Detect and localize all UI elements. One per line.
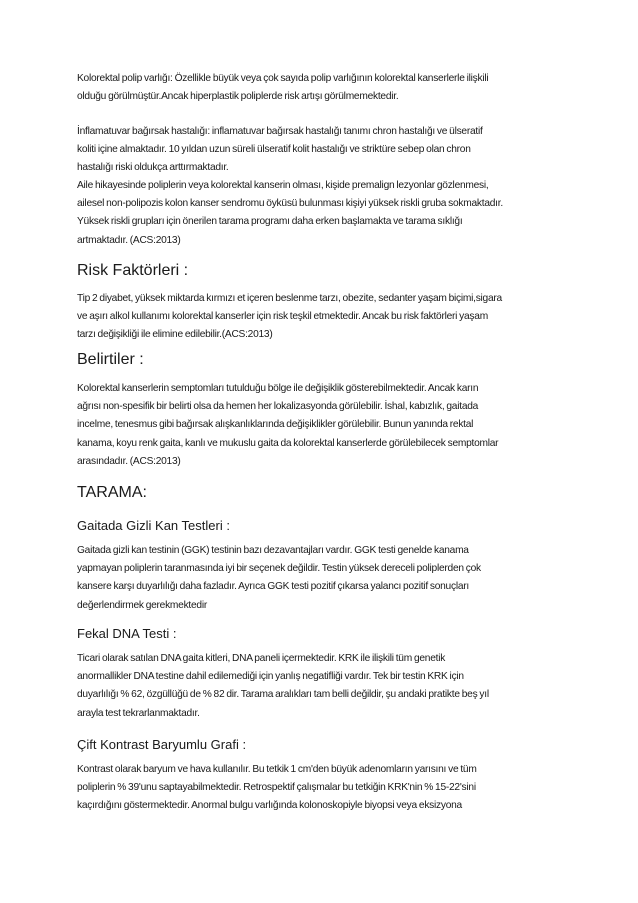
text-line: Kolorektal polip varlığı: Özellikle büyük veya çok sayıda polip varlığının kolorektal kanserlerle ilişkili xyxy=(77,73,489,84)
text-line: İnflamatuvar bağırsak hastalığı: inflamatuvar bağırsak hastalığı tanımı chron hastalığı ve ülseratif xyxy=(77,126,483,137)
text-line: arasındadır. (ACS:2013) xyxy=(77,455,181,467)
text-line: Kolorektal kanserlerin semptomları tutulduğu bölge ile değişiklik gösterebilmektedir. Ancak karın xyxy=(77,383,479,394)
heading-risk-factors: Risk Faktörleri : xyxy=(77,262,189,279)
heading-fecal-occult-blood: Gaitada Gizli Kan Testleri : xyxy=(77,518,230,533)
heading-screening: TARAMA: xyxy=(77,484,147,501)
text-line: duyarlılığı % 62, özgüllüğü de % 82 dir. Tarama aralıkları tam belli değildir, şu andaki pratikte beş yıl xyxy=(77,689,489,701)
paragraph-family-history xyxy=(77,177,567,250)
paragraph-symptoms xyxy=(77,380,567,471)
paragraph-polyp xyxy=(77,70,567,106)
paragraph-barium-enema xyxy=(77,761,567,816)
text-line: hastalığı riski oldukça arttırmaktadır. xyxy=(77,162,229,174)
paragraph-fecal-dna xyxy=(77,650,567,723)
text-line: anormallikler DNA testine dahil edilemediği için yanlış negatifliği vardır. Tek bir testin KRK için xyxy=(77,671,464,683)
text-line: tarzı değişikliği ile elimine edilebilir.(ACS:2013) xyxy=(77,329,273,341)
text-line: Gaitada gizli kan testinin (GGK) testinin bazı dezavantajları vardır. GGK testi genelde kanama xyxy=(77,545,469,556)
text-line: ailesel non-polipozis kolon kanser sendromu öyküsü bulunması kişiyi yüksek riskli gruba sokmaktadır. xyxy=(77,198,503,210)
text-line: değerlendirmek gerekmektedir xyxy=(77,599,207,611)
text-line: Kontrast olarak baryum ve hava kullanılır. Bu tetkik 1 cm'den büyük adenomların yarısını ve tüm xyxy=(77,764,477,775)
text-line: ağrısı non-spesifik bir belirti olsa da hemen her lokalizasyonda görülebilir. İshal, kabızlık, gaitada xyxy=(77,401,479,413)
text-line: artmaktadır. (ACS:2013) xyxy=(77,234,181,246)
paragraph-fecal-occult-blood xyxy=(77,542,567,615)
text-line: koliti içine almaktadır. 10 yıldan uzun süreli ülseratif kolit hastalığı ve striktüre sebep olan chron xyxy=(77,144,471,156)
text-line: kansere karşı duyarlılığı daha fazladır. Ayrıca GGK testi pozitif çıkarsa yalancı pozitif sonuçları xyxy=(77,581,469,593)
text-line: ve aşırı alkol kullanımı kolorektal kanserler için risk teşkil etmektedir. Ancak bu risk faktörleri yaşam xyxy=(77,311,488,323)
text-line: Tip 2 diyabet, yüksek miktarda kırmızı et içeren beslenme tarzı, obezite, sedanter yaşam biçimi,sigara xyxy=(77,293,502,304)
text-line: poliplerin % 39'unu saptayabilmektedir. Retrospektif çalışmalar bu tetkiğin KRK'nin % 15-22'sini xyxy=(77,782,476,794)
text-line: olduğu görülmüştür.Ancak hiperplastik poliplerde risk artışı görülmemektedir. xyxy=(77,91,399,103)
text-line: kanama, koyu renk gaita, kanlı ve mukuslu gaita da kolorektal kanserlerde görülebilecek semptomlar xyxy=(77,437,499,449)
text-line: Aile hikayesinde poliplerin veya kolorektal kanserin olması, kişide premalign lezyonlar gözlenmesi, xyxy=(77,180,489,191)
heading-fecal-dna: Fekal DNA Testi : xyxy=(77,626,177,641)
text-line: Ticari olarak satılan DNA gaita kitleri, DNA paneli içermektedir. KRK ile ilişkili tüm genetik xyxy=(77,653,446,664)
paragraph-risk-factors xyxy=(77,290,567,345)
text-line: yapmayan poliplerin taranmasında iyi bir seçenek değildir. Testin yüksek dereceli poliplerden çok xyxy=(77,563,481,575)
text-line: incelme, tenesmus gibi bağırsak alışkanlıklarında değişiklikler görülebilir. Bunun yanında rektal xyxy=(77,419,474,431)
heading-symptoms: Belirtiler : xyxy=(77,351,144,368)
heading-barium-enema: Çift Kontrast Baryumlu Grafi : xyxy=(77,737,247,752)
text-line: kaçırdığını göstermektedir. Anormal bulgu varlığında kolonoskopiyle biyopsi veya eksizyona xyxy=(77,800,462,812)
text-line: Yüksek riskli grupları için önerilen tarama programı daha erken başlamakta ve tarama sıklığı xyxy=(77,216,463,228)
paragraph-ibd xyxy=(77,123,567,178)
text-line: arayla test tekrarlanmaktadır. xyxy=(77,707,200,719)
